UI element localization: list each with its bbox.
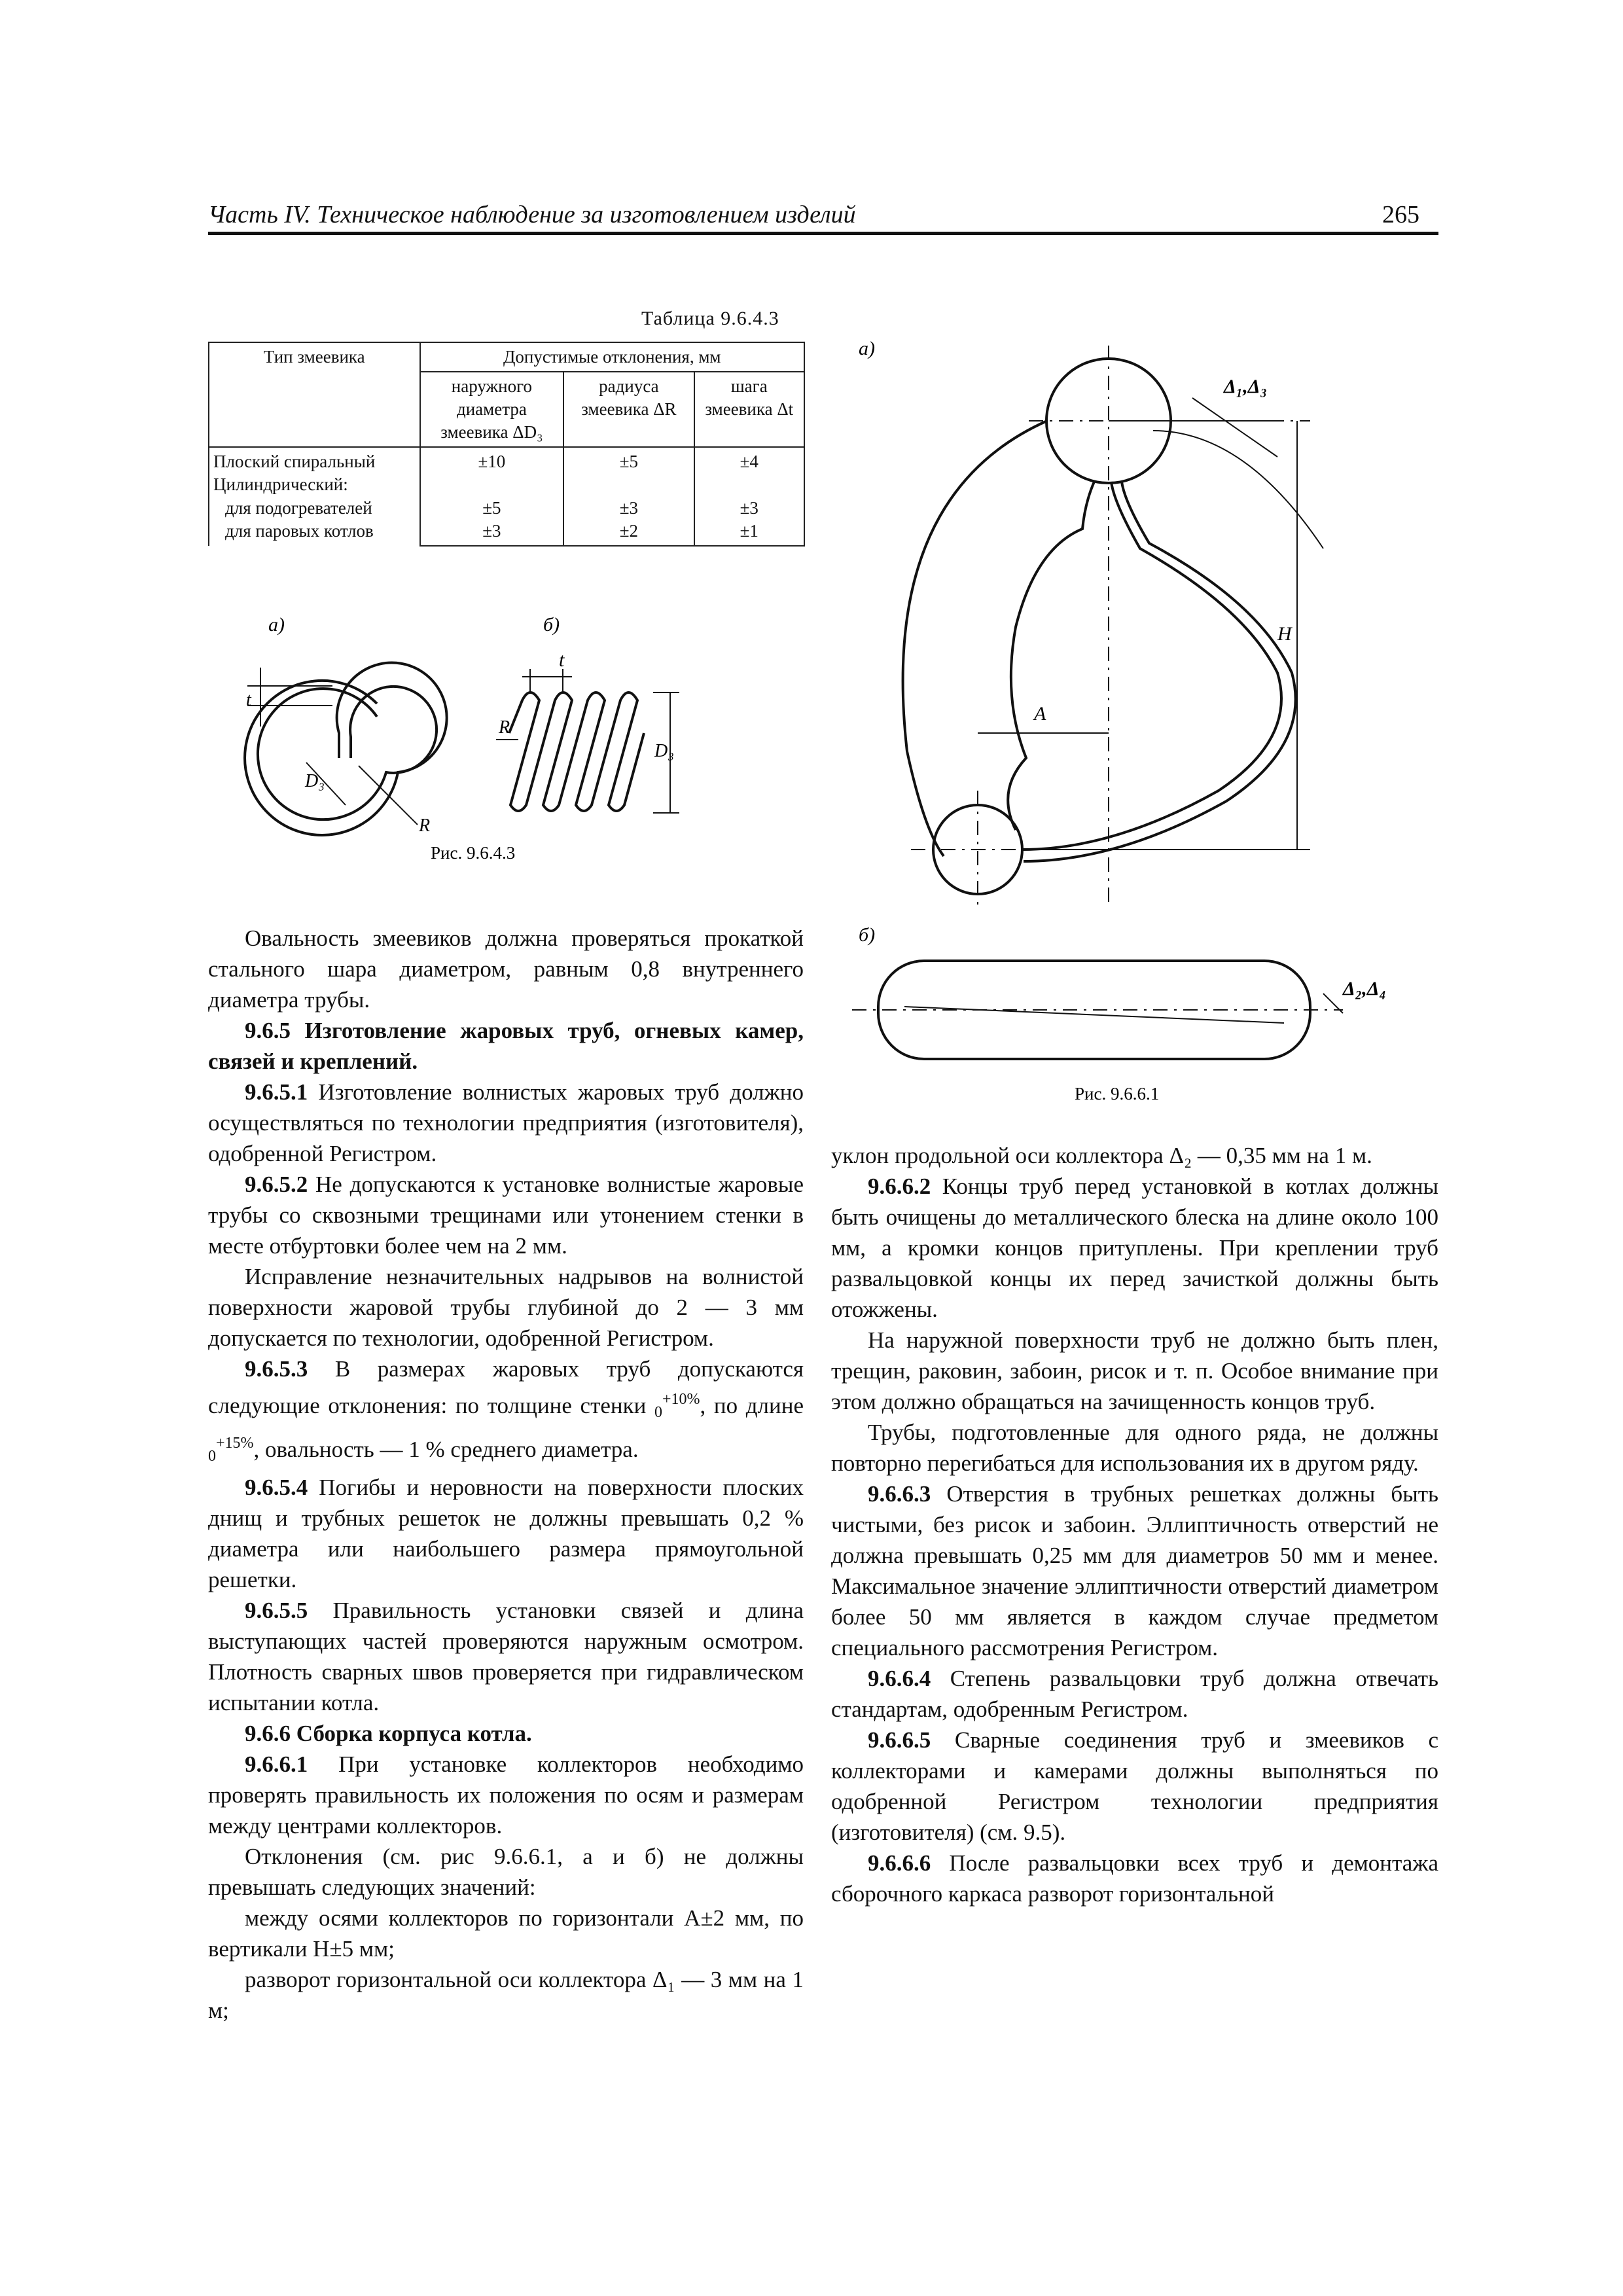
paragraph-repair: Исправление незначительных надрывов на волнистой поверхности жаровой трубы глубиной до 2 — 3 мм допускается по технологии, одобренной Регистром. [208, 1264, 804, 1351]
table-cell: ±4 [740, 452, 758, 472]
fig-collector-caption: Рис. 9.6.6.1 [1075, 1084, 1160, 1103]
fig-coil-r-label-b: R [499, 717, 510, 738]
tolerance-lower: 0 [208, 1448, 216, 1465]
paragraph-ovality: Овальность змеевиков должна проверяться прокаткой стального шара диаметром, равным 0,8 внутреннего диаметра трубы. [208, 925, 804, 1013]
paragraph-rotation: разворот горизонтальной оси коллектора Δ₁ — 3 мм на 1 м; [208, 1967, 804, 2023]
table-cell: ±5 [619, 452, 639, 472]
table-cell: ±3 [740, 497, 758, 518]
table-subheader-radius: радиуса змеевика ΔR [563, 372, 694, 447]
fig-collector-a-label: A [1034, 703, 1046, 725]
table-cell: Цилиндрический: [213, 475, 348, 495]
paragraph-9-6-5-1: Изготовление волнистых жаровых труб должно осуществляться по технологии предприятия (изготовителя), одобренной Регистром. [208, 1079, 804, 1166]
fig-coil-caption: Рис. 9.6.4.3 [431, 843, 516, 863]
table-header-type: Тип змеевика [209, 342, 420, 447]
paragraph-axes: между осями коллекторов по горизонтали A±2 мм, по вертикали H±5 мм; [208, 1905, 804, 1962]
clause-number: 9.6.5.2 [245, 1172, 308, 1197]
flat-spiral-coil-drawing [245, 663, 447, 835]
paragraph-9-6-5-3-b: , по длине [700, 1393, 804, 1418]
table-caption: Таблица 9.6.4.3 [641, 308, 779, 329]
clause-number: 9.6.6.3 [868, 1481, 931, 1507]
fig-collector-label-a: а) [859, 338, 875, 359]
fig-collector-delta24: Δ₂,Δ₄ [1343, 978, 1387, 999]
paragraph-9-6-5-3-c: , овальность — 1 % среднего диаметра. [253, 1437, 639, 1462]
fig-coil-t-label-b: t [559, 649, 565, 671]
clause-number: 9.6.6.1 [245, 1751, 308, 1777]
fig-coil-d3-label-a: D₃ [305, 771, 325, 791]
paragraph-9-6-6-2: Концы труб перед установкой в котлах должны быть очищены до металлического блеска на длине около 100 мм, а кромки концов притуплены. При креплении труб развальцовкой концы их перед зачисткой должны быть отожжены. [831, 1174, 1438, 1322]
paragraph-tubes: Трубы, подготовленные для одного ряда, не должны повторно перегибаться для использования их в другом ряду. [831, 1420, 1438, 1476]
fig-coil-label-b: б) [543, 614, 560, 636]
paragraph-9-6-6-6: После развальцовки всех труб и демонтажа сборочного каркаса разворот горизонтальной [831, 1850, 1438, 1907]
collector-figure [826, 332, 1454, 1138]
tolerance-length: +15% [216, 1435, 254, 1452]
tolerance-table [208, 342, 805, 547]
clause-number: 9.6.5.5 [245, 1598, 308, 1623]
coil-figure [208, 609, 804, 884]
table-subheader-pitch: шага змеевика Δt [694, 372, 804, 447]
tolerance-wall: +10% [662, 1391, 700, 1408]
table-cell: для подогревателей [225, 497, 372, 518]
table-cell: ±2 [619, 520, 639, 541]
fig-collector-label-b: б) [859, 924, 876, 946]
section-heading-9-6-6: 9.6.6 Сборка корпуса котла. [245, 1721, 532, 1746]
table-header-group: Допустимые отклонения, мм [420, 342, 805, 372]
paragraph-9-6-5-3: В размерах жаровых труб допускаются следующие отклонения: по толщине стенки [208, 1356, 804, 1418]
clause-number: 9.6.6.2 [868, 1174, 931, 1199]
table-cell: ±3 [619, 497, 639, 518]
table-cell: для паровых котлов [225, 520, 374, 541]
paragraph-slope: уклон продольной оси коллектора Δ₂ — 0,35 мм на 1 м. [831, 1143, 1372, 1168]
clause-number: 9.6.6.6 [868, 1850, 931, 1876]
section-heading-9-6-5: 9.6.5 Изготовление жаровых труб, огневых камер, связей и креплений. [208, 1018, 804, 1074]
clause-number: 9.6.5.4 [245, 1475, 308, 1500]
collector-side-view-drawing [852, 961, 1343, 1059]
table-cell: ±3 [482, 520, 501, 541]
right-text-column [831, 1140, 1438, 1909]
table-subheader-diameter: наружного диаметра змеевика ΔD₃ [420, 372, 564, 447]
clause-number: 9.6.6.5 [868, 1727, 931, 1753]
paragraph-deviations: Отклонения (см. рис 9.6.6.1, а и б) не должны превышать следующих значений: [208, 1844, 804, 1900]
tolerance-lower: 0 [654, 1404, 662, 1421]
fig-coil-r-label-a: R [419, 816, 431, 836]
table-cell: ±5 [482, 497, 501, 518]
clause-number: 9.6.5.1 [245, 1079, 308, 1105]
paragraph-surface: На наружной поверхности труб не должно быть плен, трещин, раковин, забоин, рисок и т. п. Особое внимание при этом должно обращаться на зачищенность концов труб. [831, 1327, 1438, 1414]
table-cell: Плоский спиральный [213, 452, 376, 472]
paragraph-9-6-6-4: Степень развальцовки труб должна отвечать стандартам, одобренным Регистром. [831, 1666, 1438, 1722]
paragraph-9-6-5-5: Правильность установки связей и длина выступающих частей проверяются наружным осмотром. Плотность сварных швов проверяется при гидравлическом испытании котла. [208, 1598, 804, 1715]
table-cell: ±10 [478, 452, 506, 472]
collector-drawing [903, 346, 1323, 908]
paragraph-9-6-6-1: При установке коллекторов необходимо проверять правильность их положения по осям и размерам между центрами коллекторов. [208, 1751, 804, 1839]
clause-number: 9.6.6.4 [868, 1666, 931, 1691]
fig-coil-label-a: а) [268, 614, 285, 636]
paragraph-9-6-6-3: Отверстия в трубных решетках должны быть чистыми, без рисок и забоин. Эллиптичность отверстий не должна превышать 0,25 мм для диаметров 50 мм и менее. Максимальное значение эллиптичности отверстий диаметром более 50 мм является в каждом случае предметом специального рассмотрения Регистром. [831, 1481, 1438, 1660]
paragraph-9-6-5-4: Погибы и неровности на поверхности плоских днищ и трубных решеток не должны превышать 0,2 % диаметра или наибольшего размера прямоугольной решетки. [208, 1475, 804, 1592]
left-text-column [208, 923, 804, 2026]
header-rule [208, 232, 1438, 235]
fig-coil-t-label: t [246, 690, 251, 710]
clause-number: 9.6.5.3 [245, 1356, 308, 1382]
fig-collector-h-label: H [1277, 623, 1292, 645]
fig-coil-d3-label-b: D₃ [654, 741, 674, 761]
paragraph-9-6-6-5: Сварные соединения труб и змеевиков с коллекторами и камерами должны выполняться по одобренной Регистром технологии предприятия (изготовителя) (см. 9.5). [831, 1727, 1438, 1845]
paragraph-9-6-5-2: Не допускаются к установке волнистые жаровые трубы со сквозными трещинами или утонением стенки в месте отбуртовки более чем на 2 мм. [208, 1172, 804, 1259]
running-header-title: Часть IV. Техническое наблюдение за изготовлением изделий [208, 201, 856, 228]
table-cell: ±1 [740, 520, 758, 541]
page-number: 265 [1382, 201, 1419, 228]
table-row [209, 447, 804, 545]
cylindrical-coil-drawing [496, 669, 679, 813]
fig-collector-delta13: Δ₁,Δ₃ [1224, 376, 1268, 397]
